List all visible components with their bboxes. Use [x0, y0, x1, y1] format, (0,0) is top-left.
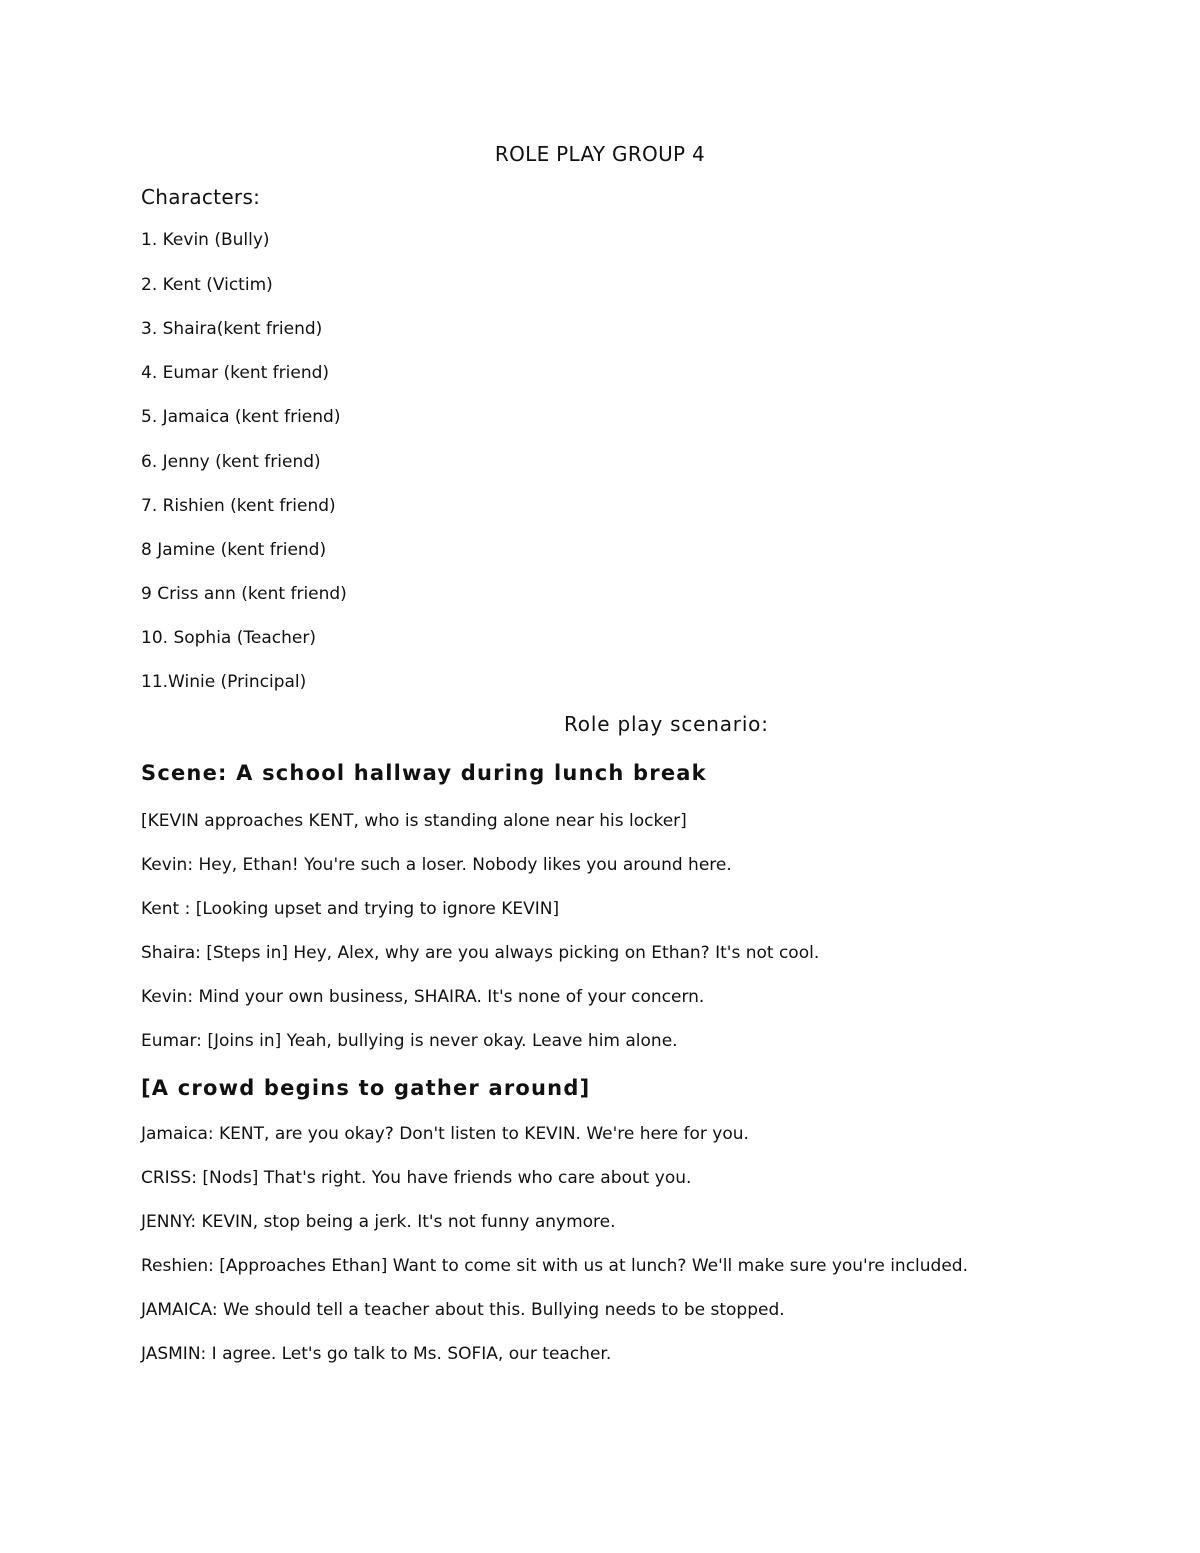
character-item: 11.Winie (Principal): [141, 672, 307, 692]
dialogue-line: [KEVIN approaches KENT, who is standing alone near his locker]: [141, 811, 687, 831]
dialogue-line: JASMIN: I agree. Let's go talk to Ms. SOFIA, our teacher.: [141, 1344, 612, 1364]
scenario-heading: Role play scenario:: [564, 712, 769, 736]
character-item: 5. Jamaica (kent friend): [141, 407, 341, 427]
dialogue-line: Reshien: [Approaches Ethan] Want to come sit with us at lunch? We'll make sure you're included.: [141, 1256, 968, 1276]
characters-heading: Characters:: [141, 185, 261, 209]
character-item: 2. Kent (Victim): [141, 275, 273, 295]
crowd-heading: [A crowd begins to gather around]: [141, 1076, 591, 1100]
dialogue-line: Jamaica: KENT, are you okay? Don't listen to KEVIN. We're here for you.: [141, 1124, 749, 1144]
character-item: 9 Criss ann (kent friend): [141, 584, 347, 604]
character-item: 6. Jenny (kent friend): [141, 452, 321, 472]
dialogue-line: Kent : [Looking upset and trying to ignore KEVIN]: [141, 899, 560, 919]
character-item: 1. Kevin (Bully): [141, 230, 270, 250]
dialogue-line: Shaira: [Steps in] Hey, Alex, why are you always picking on Ethan? It's not cool.: [141, 943, 820, 963]
character-item: 7. Rishien (kent friend): [141, 496, 336, 516]
dialogue-line: Kevin: Mind your own business, SHAIRA. It's none of your concern.: [141, 987, 705, 1007]
character-item: 8 Jamine (kent friend): [141, 540, 327, 560]
character-item: 10. Sophia (Teacher): [141, 628, 316, 648]
dialogue-line: JAMAICA: We should tell a teacher about this. Bullying needs to be stopped.: [141, 1300, 785, 1320]
character-item: 3. Shaira(kent friend): [141, 319, 323, 339]
dialogue-line: Kevin: Hey, Ethan! You're such a loser. Nobody likes you around here.: [141, 855, 732, 875]
dialogue-line: JENNY: KEVIN, stop being a jerk. It's not funny anymore.: [141, 1212, 616, 1232]
scene-heading: Scene: A school hallway during lunch break: [141, 761, 707, 785]
character-item: 4. Eumar (kent friend): [141, 363, 330, 383]
dialogue-line: CRISS: [Nods] That's right. You have friends who care about you.: [141, 1168, 692, 1188]
dialogue-line: Eumar: [Joins in] Yeah, bullying is never okay. Leave him alone.: [141, 1031, 678, 1051]
page-title: ROLE PLAY GROUP 4: [494, 142, 706, 166]
